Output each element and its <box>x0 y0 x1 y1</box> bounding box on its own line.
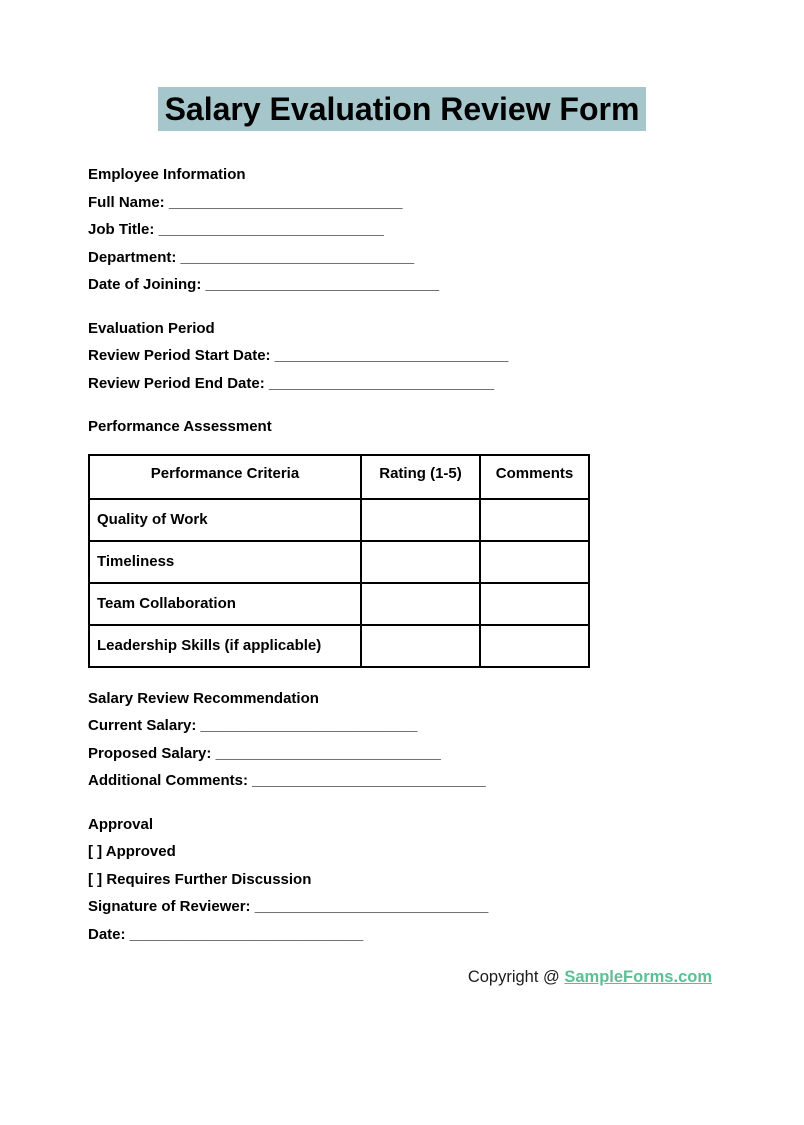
table-row <box>89 499 589 541</box>
comments-cell <box>480 583 589 625</box>
criteria-cell: Quality of Work <box>89 499 361 541</box>
field-department <box>88 244 804 272</box>
field-date-of-joining-label: Date of Joining: <box>88 276 202 293</box>
field-current-salary-blank: __________________________ <box>200 717 418 734</box>
field-proposed-salary <box>88 740 804 768</box>
section-heading-employee-information: Employee Information <box>88 166 246 183</box>
section-salary-review-recommendation <box>88 685 804 795</box>
checkbox-approved: [ ] Approved <box>88 843 176 860</box>
header-performance-criteria: Performance Criteria <box>89 455 361 499</box>
comments-cell <box>480 625 589 667</box>
field-department-blank: ____________________________ <box>180 248 415 266</box>
field-proposed-salary-blank: ___________________________ <box>215 744 441 762</box>
section-employee-information <box>88 161 804 299</box>
comments-cell <box>480 541 589 583</box>
title-highlight: Salary Evaluation Review Form <box>158 87 647 131</box>
field-signature-of-reviewer-blank: ____________________________ <box>254 898 489 915</box>
rating-cell <box>361 583 480 625</box>
field-department-label: Department: <box>88 248 177 266</box>
field-full-name-blank: ____________________________ <box>168 193 403 211</box>
section-heading-evaluation-period: Evaluation Period <box>88 319 215 337</box>
checkbox-requires-further-discussion: [ ] Requires Further Discussion <box>88 870 312 888</box>
field-job-title-label: Job Title: <box>88 221 155 238</box>
header-comments: Comments <box>480 455 589 499</box>
field-date-label: Date: <box>88 925 126 943</box>
field-date-of-joining-blank: ____________________________ <box>205 276 440 293</box>
section-heading-salary-review-recommendation: Salary Review Recommendation <box>88 689 319 707</box>
section-performance-assessment <box>88 413 804 668</box>
field-signature-of-reviewer-label: Signature of Reviewer: <box>88 898 251 915</box>
comments-cell <box>480 499 589 541</box>
field-review-end-date <box>88 370 804 398</box>
field-review-start-date <box>88 342 804 370</box>
field-date-blank: ____________________________ <box>129 925 364 943</box>
field-signature-of-reviewer <box>88 893 804 921</box>
field-full-name-label: Full Name: <box>88 193 165 211</box>
field-current-salary <box>88 712 804 740</box>
table-header-row <box>89 455 589 499</box>
rating-cell <box>361 625 480 667</box>
footer <box>0 968 804 987</box>
field-additional-comments-blank: ____________________________ <box>252 772 486 789</box>
field-full-name <box>88 189 804 217</box>
criteria-cell: Team Collaboration <box>89 583 361 625</box>
rating-cell <box>361 499 480 541</box>
table-row <box>89 541 589 583</box>
performance-table <box>88 454 590 668</box>
header-rating: Rating (1-5) <box>361 455 480 499</box>
sampleforms-link[interactable]: SampleForms.com <box>564 968 712 986</box>
copyright-text: Copyright @ <box>467 968 560 986</box>
field-job-title <box>88 216 804 244</box>
field-date <box>88 921 804 949</box>
page-title <box>0 87 804 131</box>
document-page <box>0 87 804 987</box>
form-content <box>88 161 804 948</box>
field-current-salary-label: Current Salary: <box>88 717 197 734</box>
criteria-cell: Leadership Skills (if applicable) <box>89 625 361 667</box>
field-additional-comments-label: Additional Comments: <box>88 772 248 789</box>
rating-cell <box>361 541 480 583</box>
section-heading-approval: Approval <box>88 815 154 833</box>
section-approval <box>88 811 804 949</box>
field-proposed-salary-label: Proposed Salary: <box>88 744 212 762</box>
section-heading-performance-assessment: Performance Assessment <box>88 418 272 435</box>
field-review-end-date-label: Review Period End Date: <box>88 374 265 392</box>
field-date-of-joining <box>88 271 804 299</box>
section-evaluation-period <box>88 315 804 398</box>
field-review-end-date-blank: ___________________________ <box>268 374 495 392</box>
criteria-cell: Timeliness <box>89 541 361 583</box>
table-row <box>89 625 589 667</box>
field-additional-comments <box>88 767 804 795</box>
table-row <box>89 583 589 625</box>
field-job-title-blank: ___________________________ <box>158 221 384 238</box>
field-review-start-date-blank: ____________________________ <box>274 347 509 364</box>
field-review-start-date-label: Review Period Start Date: <box>88 347 271 364</box>
